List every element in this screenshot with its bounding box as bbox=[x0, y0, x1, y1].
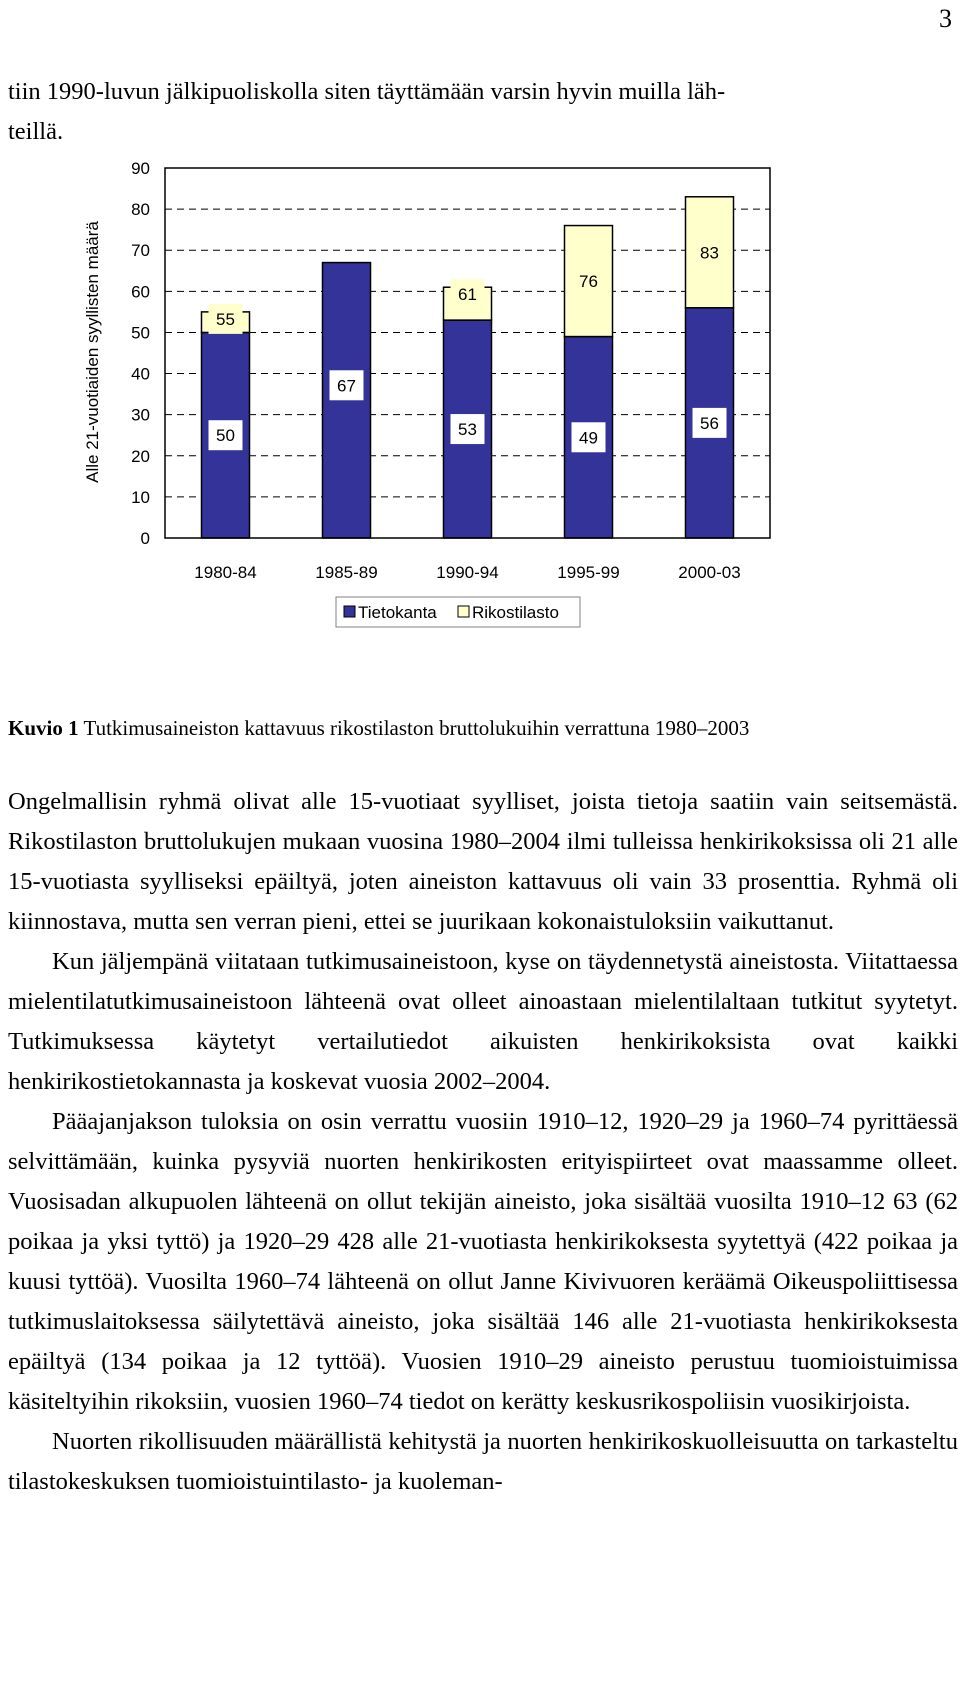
y-tick-label: 30 bbox=[131, 405, 150, 425]
body-paragraph-3: Pääajanjakson tuloksia on osin verrattu vuosiin 1910–12, 1920–29 ja 1960–74 pyrittäessä selvittämään, kuinka pysyviä nuorten henkirikosten erityispiirteet ovat maassamme olleet. Vuosisadan alkupuolen lähteenä on ollut tekijän aineisto, joka sisältää vuosilta 1910–12 63 (62 poikaa ja yksi tyttö) ja 1920–29 428 alle 21-vuotiasta henkirikoksesta syytettyä (422 poikaa ja kuusi tyttöä). Vuosilta 1960–74 lähteenä on ollut Janne Kivivuoren keräämä Oikeuspoliittisessa tutkimuslaitoksessa säilytettävä aineisto, joka sisältää 146 alle 21-vuotiasta henkirikoksesta epäiltyä (134 poikaa ja 12 tyttöä). Vuosien 1910–29 aineisto perustuu tuomioistuimissa käsiteltyihin rikoksiin, vuosien 1960–74 tiedot on kerätty keskusrikospoliisin vuosikirjoista. bbox=[8, 1108, 958, 1415]
y-tick-label: 10 bbox=[131, 487, 150, 507]
legend-label-tietokanta: Tietokanta bbox=[358, 603, 437, 622]
legend-swatch-rikostilasto bbox=[458, 606, 469, 617]
caption-text: Tutkimusaineiston kattavuus rikostilaston bruttolukuihin verrattuna 1980–2003 bbox=[83, 716, 750, 740]
chart-svg bbox=[0, 150, 960, 690]
caption-label: Kuvio 1 bbox=[8, 716, 79, 740]
x-tick-label: 1990-94 bbox=[436, 563, 499, 582]
body-text bbox=[8, 782, 958, 1502]
y-tick-label: 60 bbox=[131, 282, 150, 302]
body-paragraph-2: Kun jäljempänä viitataan tutkimusaineistoon, kyse on täydennetystä aineistosta. Viitattaessa mielentilatutkimusaineistoon lähteenä ovat olleet ainoastaan mielentilaltaan tutkitut syytetyt. Tutkimuksessa käytetyt vertailutiedot aikuisten henkirikoksista ovat kaikki henkirikostietokannasta ja koskevat vuosia 2002–2004. bbox=[8, 948, 958, 1095]
data-label-rikostilasto: 55 bbox=[216, 309, 235, 329]
intro-line-2: teillä. bbox=[8, 118, 64, 145]
figure-caption bbox=[8, 716, 749, 741]
y-tick-label: 0 bbox=[140, 529, 150, 548]
y-tick-label: 20 bbox=[131, 446, 150, 466]
x-tick-label: 2000-03 bbox=[678, 563, 741, 582]
y-tick-label: 80 bbox=[131, 200, 150, 220]
body-paragraph-1: Ongelmallisin ryhmä olivat alle 15-vuotiaat syylliset, joista tietoja saatiin vain seitsemästä. Rikostilaston bruttolukujen mukaan vuosina 1980–2004 ilmi tulleissa henkirikoksissa oli 21 alle 15-vuotiasta syylliseksi epäiltyä, joten aineiston kattavuus oli vain 33 prosenttia. Ryhmä oli kiinnostava, mutta sen verran pieni, ettei se juurikaan kokonaistuloksiin vaikuttanut. bbox=[8, 788, 958, 935]
legend-swatch-tietokanta bbox=[344, 606, 355, 617]
data-label-tietokanta: 50 bbox=[216, 426, 235, 446]
y-tick-label: 40 bbox=[131, 364, 150, 384]
chart-bars bbox=[202, 197, 734, 538]
data-label-tietokanta: 67 bbox=[337, 376, 356, 396]
x-tick-label: 1980-84 bbox=[194, 563, 257, 582]
y-axis-title: Alle 21-vuotiaiden syyllisten määrä bbox=[83, 221, 102, 483]
coverage-bar-chart bbox=[0, 150, 960, 690]
intro-paragraph bbox=[8, 72, 958, 152]
legend-label-rikostilasto: Rikostilasto bbox=[472, 603, 559, 622]
y-tick-label: 90 bbox=[131, 159, 150, 178]
y-tick-label: 70 bbox=[131, 241, 150, 261]
data-label-rikostilasto: 76 bbox=[579, 272, 598, 292]
x-tick-label: 1995-99 bbox=[557, 563, 620, 582]
data-label-tietokanta: 53 bbox=[458, 420, 477, 440]
x-tick-label: 1985-89 bbox=[315, 563, 378, 582]
chart-legend bbox=[336, 597, 580, 627]
data-label-rikostilasto: 61 bbox=[458, 285, 477, 305]
data-label-tietokanta: 56 bbox=[700, 413, 719, 433]
intro-line-1: tiin 1990-luvun jälkipuoliskolla siten täyttämään varsin hyvin muilla läh- bbox=[8, 78, 726, 105]
chart-axes bbox=[83, 159, 770, 582]
data-label-tietokanta: 49 bbox=[579, 428, 598, 448]
y-tick-label: 50 bbox=[131, 323, 150, 343]
page-number: 3 bbox=[939, 4, 952, 33]
body-paragraph-4: Nuorten rikollisuuden määrällistä kehitystä ja nuorten henkirikoskuolleisuutta on tarkasteltu tilastokeskuksen tuomioistuintilasto- ja kuoleman- bbox=[8, 1428, 958, 1495]
data-label-rikostilasto: 83 bbox=[700, 243, 719, 263]
